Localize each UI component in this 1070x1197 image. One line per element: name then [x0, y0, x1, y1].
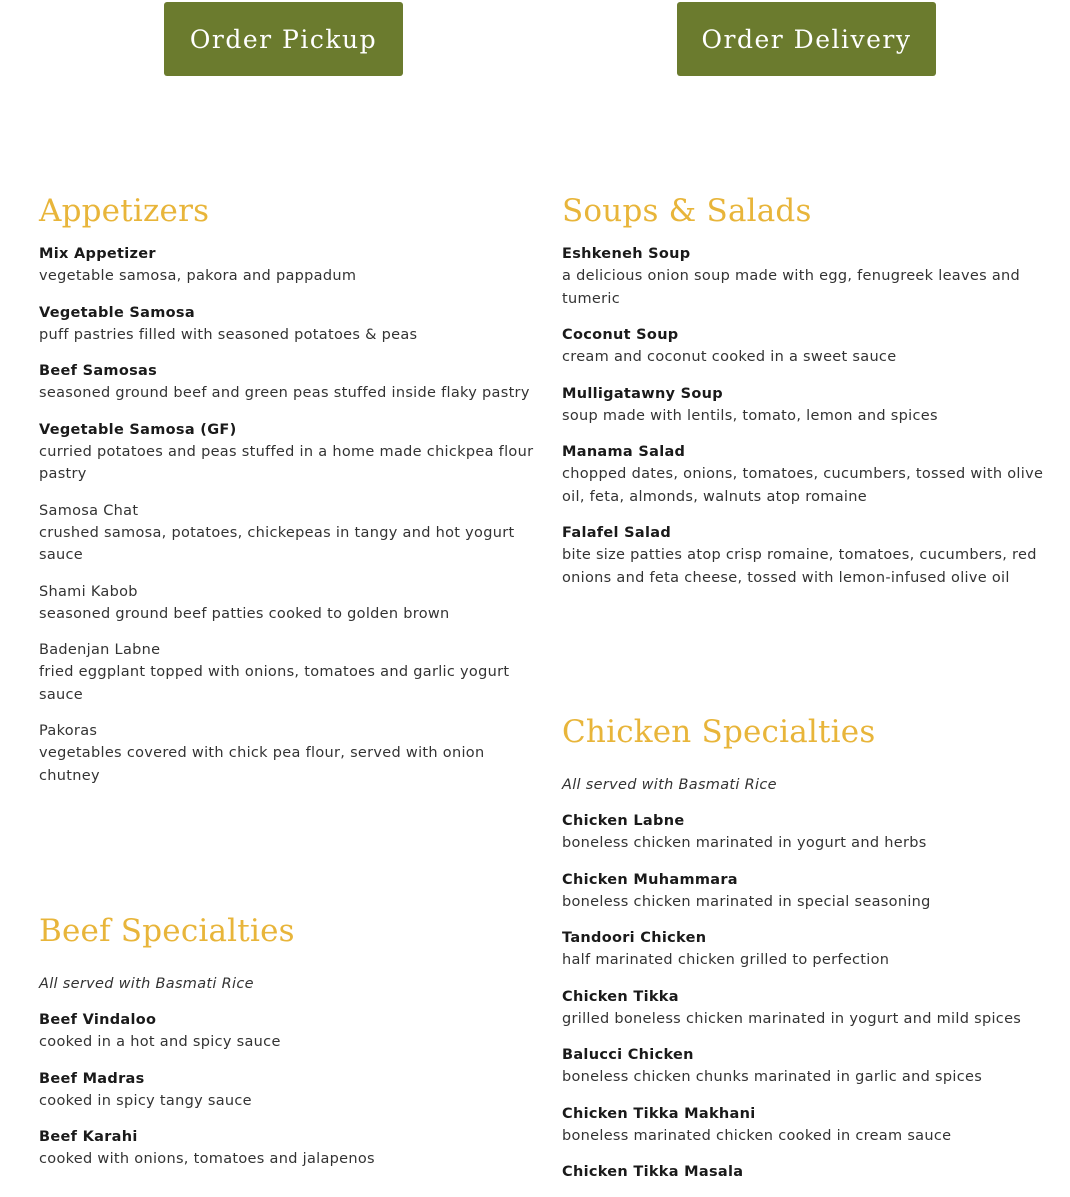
menu-item [562, 383, 1057, 428]
menu-item-description: cream and coconut cooked in a sweet sauce [562, 349, 897, 366]
menu-item [39, 639, 534, 706]
menu-item [39, 1068, 534, 1113]
menu-item-name: Chicken Tikka Masala [562, 1164, 744, 1181]
menu-item-name: Vegetable Samosa [39, 304, 195, 321]
menu-item-name: Pakoras [39, 723, 98, 740]
menu-item-description: soup made with lentils, tomato, lemon and spices [562, 407, 938, 424]
appetizers-section [39, 193, 534, 801]
appetizers-list [39, 243, 534, 787]
menu-item-description: boneless marinated chicken cooked in cream sauce [562, 1127, 952, 1144]
chicken-specialties-note: All served with Basmati Rice [562, 777, 777, 794]
menu-item-name: Eshkeneh Soup [562, 246, 691, 263]
menu-item [562, 441, 1057, 508]
menu-item-name: Beef Vindaloo [39, 1012, 157, 1029]
menu-item-description: curried potatoes and peas stuffed in a home made chickpea flour pastry [39, 443, 534, 483]
menu-item [39, 360, 534, 405]
beef-specialties-note: All served with Basmati Rice [39, 976, 254, 993]
menu-item [39, 1009, 534, 1054]
soups-salads-heading: Soups & Salads [562, 193, 812, 229]
menu-item [562, 1161, 1057, 1183]
menu-item-description: vegetables covered with chick pea flour, served with onion chutney [39, 745, 485, 784]
menu-item-name: Chicken Muhammara [562, 871, 738, 888]
menu-item-name: Tandoori Chicken [562, 930, 707, 947]
menu-item-name: Mulligatawny Soup [562, 385, 723, 402]
menu-item [39, 419, 534, 486]
menu-item-description: bite size patties atop crisp romaine, tomatoes, cucumbers, red onions and feta cheese, tossed with lemon-infused olive oil [562, 547, 1037, 586]
menu-item [562, 324, 1057, 369]
menu-item-name: Coconut Soup [562, 327, 679, 344]
beef-specialties-list [39, 1009, 534, 1171]
chicken-specialties-list [562, 810, 1057, 1183]
menu-item-description: puff pastries filled with seasoned potatoes & peas [39, 326, 418, 343]
menu-item-name: Samosa Chat [39, 502, 139, 519]
menu-item-description: fried eggplant topped with onions, tomatoes and garlic yogurt sauce [39, 664, 510, 703]
menu-item-description: cooked in a hot and spicy sauce [39, 1034, 281, 1051]
menu-item-description: chopped dates, onions, tomatoes, cucumbers, tossed with olive oil, feta, almonds, walnuts atop romaine [562, 466, 1044, 505]
order-delivery-button[interactable]: Order Delivery [677, 2, 936, 76]
menu-item [39, 720, 534, 787]
chicken-specialties-section [562, 714, 1057, 1197]
beef-specialties-section [39, 913, 534, 1185]
menu-item-name: Mix Appetizer [39, 246, 156, 263]
menu-item-name: Manama Salad [562, 444, 686, 461]
soups-salads-list [562, 243, 1057, 589]
menu-item-name: Chicken Tikka Makhani [562, 1105, 756, 1122]
menu-item-name: Balucci Chicken [562, 1047, 694, 1064]
menu-item-description: seasoned ground beef and green peas stuffed inside flaky pastry [39, 385, 530, 402]
chicken-specialties-heading: Chicken Specialties [562, 714, 876, 750]
menu-item-description: boneless chicken marinated in special seasoning [562, 893, 931, 910]
menu-item-description: boneless chicken marinated in yogurt and herbs [562, 835, 927, 852]
menu-item [562, 1103, 1057, 1148]
order-pickup-button[interactable]: Order Pickup [164, 2, 403, 76]
menu-item [39, 1126, 534, 1171]
menu-item-name: Beef Madras [39, 1070, 145, 1087]
menu-item [562, 522, 1057, 589]
menu-item [562, 1044, 1057, 1089]
menu-item-description: crushed samosa, potatoes, chickepeas in tangy and hot yogurt sauce [39, 524, 515, 564]
menu-item-name: Beef Karahi [39, 1129, 138, 1146]
menu-item-description: vegetable samosa, pakora and pappadum [39, 268, 357, 285]
menu-item-name: Shami Kabob [39, 583, 138, 600]
menu-item-description: grilled boneless chicken marinated in yogurt and mild spices [562, 1010, 1022, 1027]
beef-specialties-heading: Beef Specialties [39, 913, 295, 949]
menu-item-description: a delicious onion soup made with egg, fenugreek leaves and tumeric [562, 268, 1021, 307]
menu-item [562, 986, 1057, 1031]
menu-item-name: Falafel Salad [562, 525, 672, 542]
menu-item [562, 927, 1057, 972]
menu-item [39, 581, 534, 626]
menu-item-description: half marinated chicken grilled to perfection [562, 952, 890, 969]
menu-item [562, 869, 1057, 914]
menu-item-description: boneless chicken chunks marinated in garlic and spices [562, 1069, 983, 1086]
menu-item-description: seasoned ground beef patties cooked to golden brown [39, 605, 450, 622]
soups-salads-section [562, 193, 1057, 603]
menu-item-description: cooked with onions, tomatoes and jalapenos [39, 1151, 375, 1168]
menu-item-name: Chicken Tikka [562, 988, 679, 1005]
menu-item-description: cooked in spicy tangy sauce [39, 1092, 252, 1109]
menu-item-name: Chicken Labne [562, 813, 685, 830]
menu-item-name: Badenjan Labne [39, 642, 161, 659]
menu-item [562, 243, 1057, 310]
menu-item [39, 500, 534, 567]
menu-item-name: Vegetable Samosa (GF) [39, 421, 237, 438]
menu-item [562, 810, 1057, 855]
menu-item [39, 302, 534, 347]
menu-item [39, 243, 534, 288]
appetizers-heading: Appetizers [39, 193, 210, 229]
menu-item-name: Beef Samosas [39, 363, 158, 380]
